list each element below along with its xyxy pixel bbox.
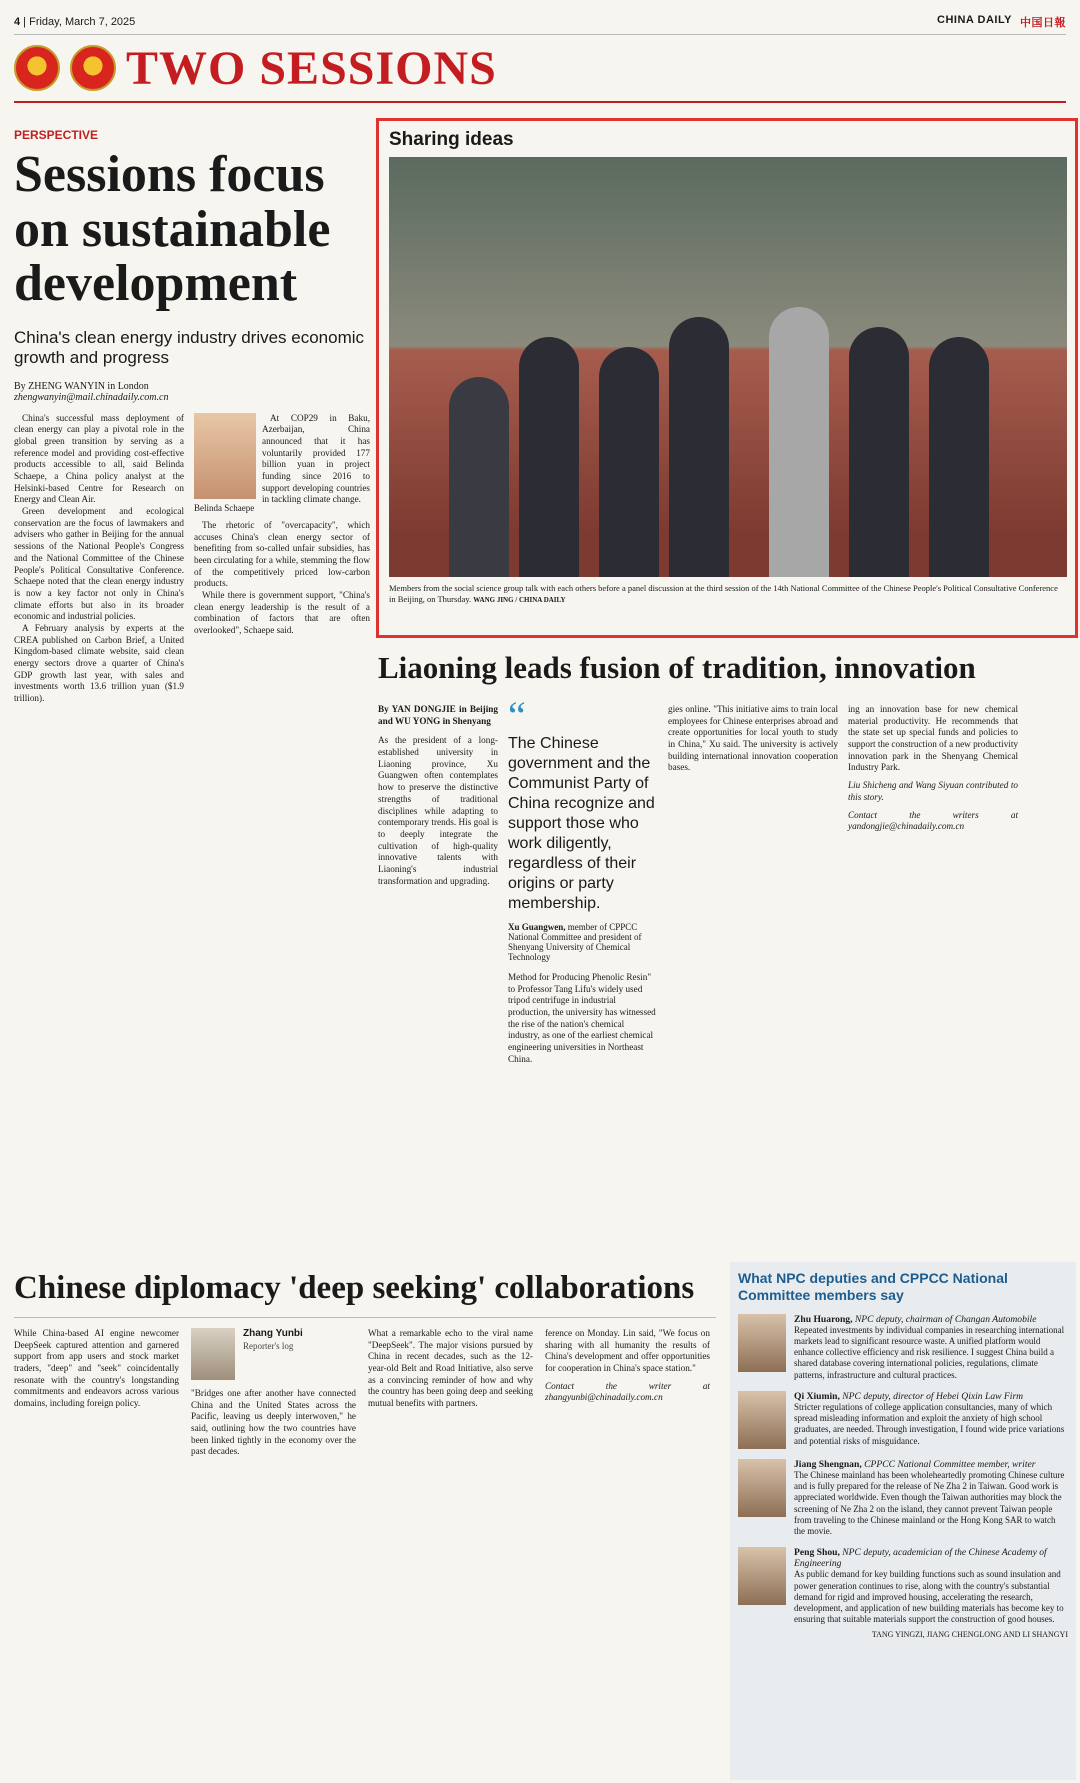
person-silhouette: [599, 347, 659, 577]
column-2: Zhang Yunbi Reporter's log "Bridges one after another have connected China and the United States across the Pacific, leaving us deeply interwoven," he said, outlining how the two countries have been linked tightly in the economy over the past decades.: [191, 1328, 356, 1457]
sharing-ideas-box: [376, 118, 1078, 638]
photo-caption: Members from the social science group talk with each others before a panel discussion at the third session of the 14th National Committee of the Chinese People's Political Consultative Conference in Beijing, on Thursday. WANG JING / CHINA DAILY: [389, 583, 1058, 605]
article-columns: [14, 413, 370, 705]
pull-quote: “ The Chinese government and the Communist Party of China recognize and support those who work diligently, regardless of their origins or party membership. Xu Guangwen, member of CPPCC National Committee and president of Shenyang University of Chemical Technology Method for Producing Phenolic Resin" to Professor Tang Lifu's widely used tripod centrifuge in industrial production, the university has witnessed the rise of the nation's chemical industry, as one of the earliest chemical engineering universities in Northeast China.: [508, 704, 658, 1066]
person-silhouette: [519, 337, 579, 577]
diplomacy-headline: Chinese diplomacy 'deep seeking' collaborations: [14, 1270, 716, 1318]
members-panel: [730, 1262, 1076, 1780]
section-header: [14, 35, 1066, 103]
column-3: What a remarkable echo to the viral name "DeepSeek". The major visions pursued by China in recent decades, such as the 12-year-old Belt and Road Initiative, also serve as a convincing reminder of how and why the country has been going deep and seeking mutual benefits with partners.: [368, 1328, 533, 1409]
person-silhouette: [449, 377, 509, 577]
meeting-photo: [389, 157, 1067, 577]
person-silhouette: [849, 327, 909, 577]
person-silhouette: [929, 337, 989, 577]
member-photo: [738, 1314, 786, 1372]
column-4: ference on Monday. Lin said, "We focus on sharing with all humanity the results of China's development and offer opportunities for cooperation in China's space station." Contact the writer at zhangyunbi@chinadaily.com.cn: [545, 1328, 710, 1403]
author-photo: [194, 413, 256, 499]
member-photo: [738, 1547, 786, 1605]
member-photo: [738, 1391, 786, 1449]
member-photo: [738, 1459, 786, 1517]
panel-title: What NPC deputies and CPPCC National Committee members say: [738, 1270, 1008, 1303]
diplomacy-body: [14, 1328, 716, 1458]
person-silhouette: [769, 307, 829, 577]
kicker: PERSPECTIVE: [14, 128, 99, 142]
liaoning-article: [378, 650, 1078, 1066]
column-4: ing an innovation base for new chemical material productivity. He recommends that the state set up special funds and policies to support the construction of a new productivity innovation park in the Shenyang Chemical Industry Park. Liu Shicheng and Wang Siyuan contributed to this story. Contact the writers at yandongjie@chinadaily.com.cn: [848, 704, 1018, 832]
left-article: [14, 128, 370, 705]
panel-credit: TANG YINGZI, JIANG CHENGLONG AND LI SHANGYI: [871, 1629, 1068, 1639]
member-item: Zhu Huarong, NPC deputy, chairman of Changan Automobile Repeated investments by individual companies in researching international markets lead to significant resource waste. A unified platform would enhance collective efficiency and risk resilience. I suggest China build a shared database covering international policies, regulations, climate patterns, infrastructure and cultural practices.: [738, 1314, 1068, 1381]
liaoning-headline: Liaoning leads fusion of tradition, innovation: [378, 650, 976, 685]
liaoning-body: [378, 693, 1078, 1066]
column-2: Belinda Schaepe At COP29 in Baku, Azerbaijan, China announced that it has voluntarily provided 177 billion yuan in project funding since 2016 to support developing countries in tackling climate change. The rhetoric of "overcapacity", which accuses China's clean energy sector of benefiting from so-called unfair subsidies, has been circulating for a while, stemming the flow of the competitively priced low-carbon products. While there is government support, "China's clean energy leadership is the result of a combination of factors that are often overlooked", Schaepe said.: [194, 412, 370, 636]
member-item: Qi Xiumin, NPC deputy, director of Hebei Qixin Law Firm Stricter regulations of college application consultancies, many of which spread misleading information and exploit the anxiety of high school graduates, are needed. Through investigation, I found wide price variations and potential risks of misguidance.: [738, 1391, 1068, 1449]
byline: By ZHENG WANYIN in London zhengwanyin@mail.chinadaily.com.cn: [14, 380, 169, 403]
sharing-title: Sharing ideas: [389, 129, 514, 150]
member-item: Peng Shou, NPC deputy, academician of the Chinese Academy of Engineering As public demand for key building functions such as sound insulation and power generation continues to rise, along with the country's substantial demand for rigid and improved housing, accelerating the research, development, and application of new building materials has become key to ensuring that suitable materials support the construction of good houses.: [738, 1547, 1068, 1625]
member-item: Jiang Shengnan, CPPCC National Committee member, writer The Chinese mainland has been wholeheartedly promoting Chinese culture and is fully prepared for the release of Ne Zha 2 in Taiwan. Good work is appreciated worldwide. Even though the Taiwan authorities may block the screening of Ne Zha 2 on the island, they cannot prevent Taiwan people from traveling to the Chinese mainland or the Hong Kong SAR to watch the movie.: [738, 1459, 1068, 1538]
headline: Sessions focus on sustainable development: [14, 146, 331, 313]
reporter-log: Zhang Yunbi Reporter's log: [191, 1328, 356, 1380]
subhead: China's clean energy industry drives economic growth and progress: [14, 327, 365, 368]
top-bar: [14, 14, 1066, 35]
column-1: While China-based AI engine newcomer DeepSeek captured attention and garnered support from app users and stock market traders, "deep" and "seek" coincidentally resonate with the country's longstanding commitments and endeavors across various domains, including foreign policy.: [14, 1328, 179, 1409]
emblem-icon: [14, 45, 60, 91]
quote-icon: “: [508, 693, 526, 738]
column-3: gies online. "This initiative aims to train local employees for Chinese enterprises abroad and create opportunities for local youth to study in China," Xu said. The university is actively building international innovation cooperation bases.: [668, 704, 838, 773]
masthead: CHINA DAILY 中国日報: [937, 14, 1066, 29]
person-silhouette: [669, 317, 729, 577]
diplomacy-article: [14, 1270, 716, 1458]
column-1: By YAN DONGJIE in Beijing and WU YONG in Shenyang As the president of a long-established university in Liaoning province, Xu Guangwen often contemplates how to preserve the distinctive strengths of traditional disciplines while adapting to contemporary trends. His goal is to deeply integrate the cultivation of high-quality innovative talents with Liaoning's industrial transformation and upgrading.: [378, 704, 498, 886]
page-info: 4 | Friday, March 7, 2025: [14, 16, 136, 28]
reporter-photo: [191, 1328, 235, 1380]
column-1: China's successful mass deployment of clean energy can play a pivotal role in the global green transition by serving as a reference model and providing cost-effective products accessible to all, said Belinda Schaepe, a China policy analyst at the Helsinki-based Centre for Research on Energy and Clean Air. Green development and ecological conservation are the focus of lawmakers and advisers who gather in Beijing for the annual sessions of the National People's Congress and the National Committee of the Chinese People's Political Consultative Conference. Schaepe noted that the clean energy industry is now a key factor not only in China's climate efforts but also in its broader economic and industrial policies. A February analysis by experts at the CREA published on Carbon Brief, a United Kingdom-based climate website, said clean energy sectors drove a quarter of China's GDP growth last year, with sales and investments worth 13.6 trillion yuan ($1.9 trillion).: [14, 412, 184, 704]
author-photo-caption: Belinda Schaepe: [194, 502, 255, 513]
section-title: TWO SESSIONS: [126, 41, 497, 95]
emblem-icon: [70, 45, 116, 91]
